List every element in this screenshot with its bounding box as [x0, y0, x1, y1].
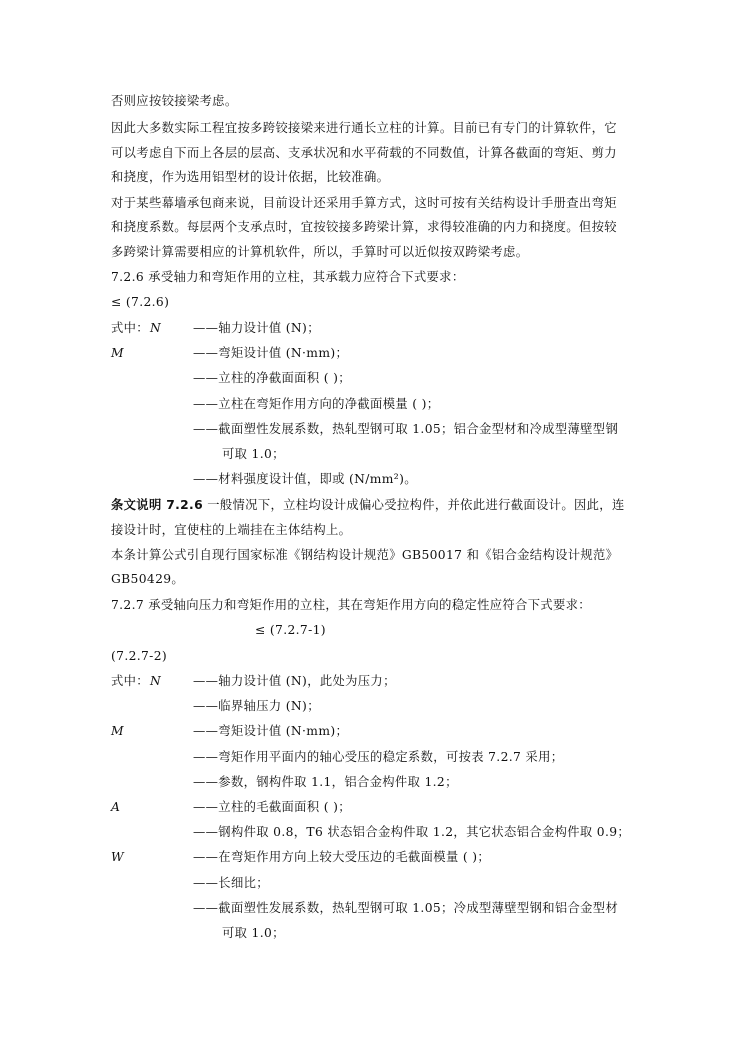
symbol-m: M [111, 346, 124, 360]
where-label: 式中： [111, 321, 149, 335]
definition-line: ——钢构件取 0.8，T6 状态铝合金构件取 1.2，其它状态铝合金构件取 0.9； [193, 825, 631, 839]
definition-line: ——弯矩设计值 (N·mm)； [193, 724, 349, 738]
definition-line: ——弯矩作用平面内的轴心受压的稳定系数，可按表 7.2.7 采用； [193, 750, 564, 764]
definition-line: ——材料强度设计值，即或 (N/mm²)。 [193, 472, 417, 486]
paragraph-line: 多跨梁计算需要相应的计算机软件，所以，手算时可以近似按双跨梁考虑。 [111, 245, 529, 259]
symbol-n: N [150, 321, 161, 335]
section-heading-7-2-6: 7.2.6 承受轴力和弯矩作用的立柱，其承载力应符合下式要求： [111, 270, 465, 284]
where-label: 式中： [111, 674, 149, 688]
definition-line: ——在弯矩作用方向上较大受压边的毛截面模量 ( )； [193, 850, 491, 864]
definition-line: ——立柱的毛截面面积 ( )； [193, 800, 351, 814]
symbol-w: W [111, 850, 124, 864]
symbol-n: N [150, 674, 161, 688]
paragraph-line: 可以考虑自下而上各层的层高、支承状况和水平荷载的不同数值，计算各截面的弯矩、剪力 [111, 146, 617, 160]
paragraph-line: 和挠度系数。每层两个支承点时，宜按铰接多跨梁计算，求得较准确的内力和挠度。但按较 [111, 220, 617, 234]
definition-line: ——截面塑性发展系数，热轧型钢可取 1.05；冷成型薄壁型钢和铝合金型材 [193, 901, 619, 915]
clause-note-label: 条文说明 7.2.6 [111, 498, 203, 512]
paragraph-line: 接设计时，宜使柱的上端挂在主体结构上。 [111, 523, 352, 537]
definition-line: ——临界轴压力 (N)； [193, 699, 320, 713]
paragraph-line: 因此大多数实际工程宜按多跨铰接梁来进行通长立柱的计算。目前已有专门的计算软件，它 [111, 121, 617, 135]
definition-line: ——立柱的净截面面积 ( )； [193, 371, 351, 385]
paragraph-line: 和挠度，作为选用铝型材的设计依据，比较准确。 [111, 170, 390, 184]
definition-line: ——轴力设计值 (N)，此处为压力； [193, 674, 396, 688]
definition-line: ——参数，钢构件取 1.1，铝合金构件取 1.2； [193, 775, 458, 789]
paragraph-line: 对于某些幕墙承包商来说，目前设计还采用手算方式，这时可按有关结构设计手册查出弯矩 [111, 196, 617, 210]
clause-note-line [111, 497, 625, 513]
definition-line: 可取 1.0； [222, 447, 285, 461]
definition-line: ——轴力设计值 (N)； [193, 321, 320, 335]
paragraph-line: 否则应按铰接梁考虑。 [111, 94, 238, 108]
equation-number-7-2-6: ≤ (7.2.6) [111, 295, 170, 309]
paragraph-line: GB50429。 [111, 572, 185, 586]
clause-note-text: 一般情况下，立柱均设计成偏心受拉构件，并依此进行截面设计。因此，连 [202, 498, 625, 512]
section-heading-7-2-7: 7.2.7 承受轴向压力和弯矩作用的立柱，其在弯矩作用方向的稳定性应符合下式要求： [111, 598, 591, 612]
equation-number-7-2-7-1: ≤ (7.2.7-1) [255, 623, 326, 637]
definition-line: ——截面塑性发展系数，热轧型钢可取 1.05；铝合金型材和冷成型薄壁型钢 [193, 422, 619, 436]
symbol-m: M [111, 724, 124, 738]
paragraph-line: 本条计算公式引自现行国家标准《钢结构设计规范》GB50017 和《铝合金结构设计规范》 [111, 548, 619, 562]
definition-line: ——长细比； [193, 876, 269, 890]
definition-line: 可取 1.0； [222, 926, 285, 940]
definition-line: ——弯矩设计值 (N·mm)； [193, 346, 349, 360]
symbol-a: A [111, 800, 120, 814]
definition-line: ——立柱在弯矩作用方向的净截面模量 ( )； [193, 397, 440, 411]
equation-number-7-2-7-2: (7.2.7-2) [111, 649, 168, 663]
